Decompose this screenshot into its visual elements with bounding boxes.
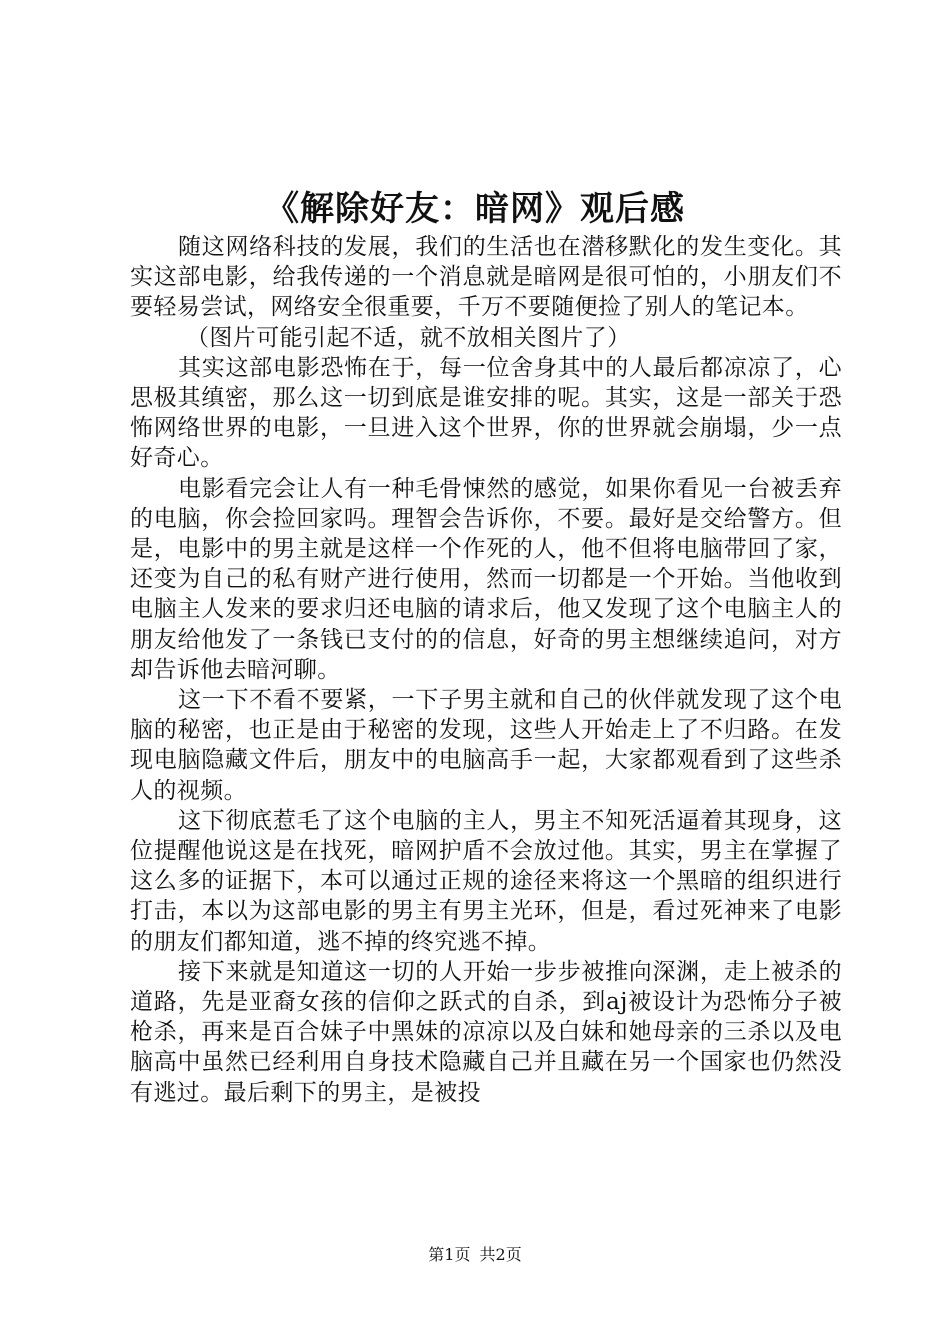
document-body	[130, 232, 842, 1108]
page-total: 共2页	[479, 1245, 522, 1264]
document-title: 《解除好友：暗网》观后感	[265, 189, 685, 229]
page-number: 第1页	[428, 1245, 471, 1264]
paragraph-3: 其实这部电影恐怖在于，每一位舍身其中的人最后都凉凉了，心思极其缜密，那么这一切到底是谁安排的呢。其实，这是一部关于恐怖网络世界的电影，一旦进入这个世界，你的世界就会崩塌，少一点好奇心。	[130, 354, 842, 472]
paragraph-image-note: （图片可能引起不适，就不放相关图片了）	[186, 324, 631, 351]
page-footer	[0, 1244, 950, 1266]
paragraph-5: 这一下不看不要紧，一下子男主就和自己的伙伴就发现了这个电脑的秘密，也正是由于秘密的发现，这些人开始走上了不归路。在发现电脑隐藏文件后，朋友中的电脑高手一起，大家都观看到了这些杀人的视频。	[130, 687, 842, 804]
paragraph-1: 随这网络科技的发展，我们的生活也在潜移默化的发生变化。其实这部电影，给我传递的一个消息就是暗网是很可怕的，小朋友们不要轻易尝试，网络安全很重要，千万不要随便捡了别人的笔记本。	[130, 234, 842, 321]
paragraph-7: 接下来就是知道这一切的人开始一步步被推向深渊，走上被杀的道路，先是亚裔女孩的信仰之跃式的自杀，到aj被设计为恐怖分子被枪杀，再来是百合妹子中黑妹的凉凉以及白妹和她母亲的三杀以及电脑高中虽然已经利用自身技术隐藏自己并且藏在另一个国家也仍然没有逃过。最后剩下的男主，是被投	[130, 958, 842, 1106]
paragraph-4: 电影看完会让人有一种毛骨悚然的感觉，如果你看见一台被丢弃的电脑，你会捡回家吗。理智会告诉你，不要。最好是交给警方。但是，电影中的男主就是这样一个作死的人，他不但将电脑带回了家，还变为自己的私有财产进行使用，然而一切都是一个开始。当他收到电脑主人发来的要求归还电脑的请求后，他又发现了这个电脑主人的朋友给他发了一条钱已支付的的信息，好奇的男主想继续追问，对方却告诉他去暗河聊。	[130, 475, 842, 683]
paragraph-6: 这下彻底惹毛了这个电脑的主人，男主不知死活逼着其现身，这位提醒他说这是在找死，暗网护盾不会放过他。其实，男主在掌握了这么多的证据下，本可以通过正规的途径来将这一个黑暗的组织进行打击，本以为这部电影的男主有男主光环，但是，看过死神来了电影的朋友们都知道，逃不掉的终究逃不掉。	[130, 807, 842, 955]
